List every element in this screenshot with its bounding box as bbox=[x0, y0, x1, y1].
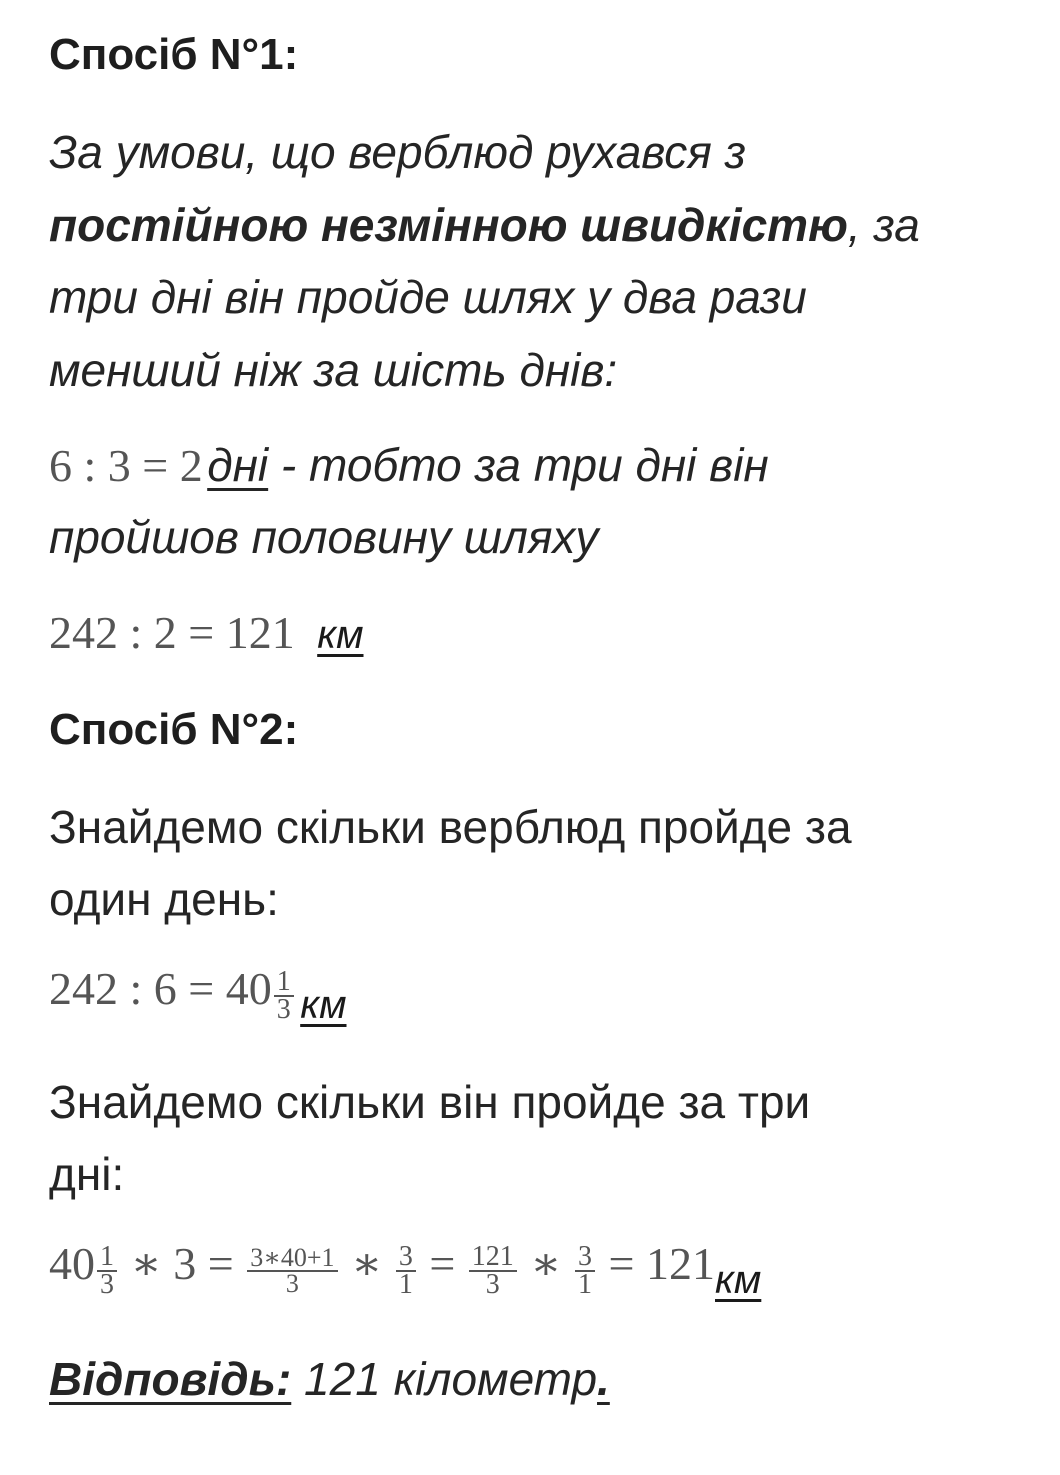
equation-daily-distance: 242 : 6 = 40 bbox=[49, 963, 272, 1014]
answer-value: 121 кілометр bbox=[291, 1353, 598, 1405]
method1-paragraph-line3: три дні він пройде шлях у два рази bbox=[49, 271, 807, 323]
method1-paragraph-line1: За умови, що верблюд рухався з bbox=[49, 126, 747, 178]
method2-paragraph2-line2: дні: bbox=[49, 1148, 125, 1200]
method1-equation1-line2: пройшов половину шляху bbox=[49, 511, 599, 563]
operator-1: ∗ 3 = bbox=[119, 1238, 246, 1289]
method2-equation1 bbox=[49, 962, 347, 1027]
method2-equation2 bbox=[49, 1236, 761, 1302]
method2-paragraph1-line2: один день: bbox=[49, 873, 279, 925]
equation-whole: 40 bbox=[49, 1238, 95, 1289]
unit-days: дні bbox=[207, 439, 269, 491]
method2-paragraph1-line1: Знайдемо скільки верблюд пройде за bbox=[49, 801, 852, 853]
operator-3: = bbox=[417, 1238, 467, 1289]
operator-2: ∗ bbox=[339, 1238, 394, 1289]
fraction-3: $\frac{3}{1}$ bbox=[396, 1244, 416, 1298]
answer-label: Відповідь: bbox=[49, 1353, 292, 1405]
fraction-1: $\frac{1}{3}$ bbox=[97, 1244, 117, 1298]
method1-equation2 bbox=[49, 606, 364, 659]
method1-paragraph-line4: менший ніж за шість днів: bbox=[49, 344, 618, 396]
method1-paragraph-after-bold: , за bbox=[847, 199, 920, 251]
fraction-5: $\frac{3}{1}$ bbox=[575, 1244, 595, 1298]
method2-paragraph2-line1: Знайдемо скільки він пройде за три bbox=[49, 1076, 811, 1128]
method2-heading: Спосіб N°2: bbox=[49, 705, 299, 754]
equation-days-explanation: - тобто за три дні він bbox=[268, 439, 769, 491]
unit-km: км bbox=[715, 1258, 762, 1302]
unit-km: км bbox=[300, 983, 347, 1027]
method1-paragraph-line2 bbox=[49, 198, 920, 252]
operator-5: = 121 bbox=[597, 1238, 715, 1289]
unit-km: км bbox=[317, 613, 364, 657]
method1-equation1 bbox=[49, 438, 769, 492]
emphasis-constant-speed: постійною незмінною швидкістю bbox=[49, 199, 848, 251]
answer-line bbox=[49, 1352, 610, 1406]
answer-period: . bbox=[597, 1353, 610, 1405]
operator-4: ∗ bbox=[518, 1238, 574, 1289]
fraction-4: $\frac{121}{3}$ bbox=[469, 1244, 517, 1298]
fraction-2: $\frac{3∗40+1}{3}$ bbox=[247, 1246, 337, 1296]
equation-half-distance: 242 : 2 = 121 bbox=[49, 607, 295, 658]
fraction-one-third: $\frac{1}{3}$ bbox=[274, 969, 294, 1023]
method1-heading: Спосіб N°1: bbox=[49, 30, 299, 79]
equation-days-ratio: 6 : 3 = 2 bbox=[49, 440, 203, 491]
